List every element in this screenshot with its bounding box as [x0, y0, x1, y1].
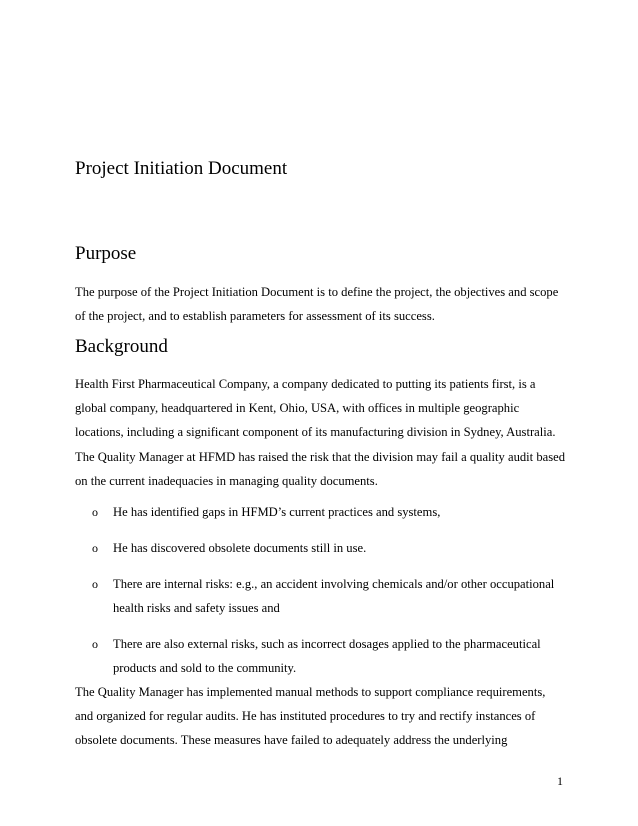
bullet-marker: o	[92, 541, 98, 555]
page-number: 1	[557, 774, 563, 788]
background-bullet-list	[75, 500, 575, 692]
bullet-marker: o	[92, 637, 98, 651]
bullet-text: He has discovered obsolete documents still in use.	[113, 541, 367, 555]
paragraph-line: Health First Pharmaceutical Company, a company dedicated to putting its patients first, is a	[75, 377, 536, 391]
bullet-text: products and sold to the community.	[113, 661, 297, 675]
paragraph-line: locations, including a significant component of its manufacturing division in Sydney, Australia.	[75, 425, 556, 439]
background-paragraph-3	[75, 680, 575, 752]
bullet-text: There are also external risks, such as incorrect dosages applied to the pharmaceutical	[113, 637, 541, 651]
purpose-paragraph	[75, 280, 575, 328]
paragraph-line: of the project, and to establish parameters for assessment of its success.	[75, 309, 435, 323]
bullet-marker: o	[92, 505, 98, 519]
bullet-text: There are internal risks: e.g., an accident involving chemicals and/or other occupational	[113, 577, 555, 591]
background-paragraph-2	[75, 445, 575, 493]
background-paragraph-1	[75, 372, 575, 444]
paragraph-line: obsolete documents. These measures have failed to adequately address the underlying	[75, 733, 508, 747]
paragraph-line: on the current inadequacies in managing quality documents.	[75, 474, 378, 488]
bullet-item	[75, 500, 575, 524]
paragraph-line: The purpose of the Project Initiation Document is to define the project, the objectives and scope	[75, 285, 559, 299]
bullet-text: He has identified gaps in HFMD’s current practices and systems,	[113, 505, 441, 519]
bullet-item	[75, 536, 575, 560]
document-title: Project Initiation Document	[75, 158, 288, 179]
bullet-item	[75, 632, 575, 680]
paragraph-line: global company, headquartered in Kent, Ohio, USA, with offices in multiple geographic	[75, 401, 520, 415]
bullet-marker: o	[92, 577, 98, 591]
paragraph-line: and organized for regular audits. He has instituted procedures to try and rectify instances of	[75, 709, 536, 723]
paragraph-line: The Quality Manager has implemented manual methods to support compliance requirements,	[75, 685, 546, 699]
section-heading-background: Background	[75, 336, 168, 357]
bullet-text: health risks and safety issues and	[113, 601, 280, 615]
section-heading-purpose: Purpose	[75, 243, 137, 264]
bullet-item	[75, 572, 575, 620]
paragraph-line: The Quality Manager at HFMD has raised the risk that the division may fail a quality audit based	[75, 450, 565, 464]
